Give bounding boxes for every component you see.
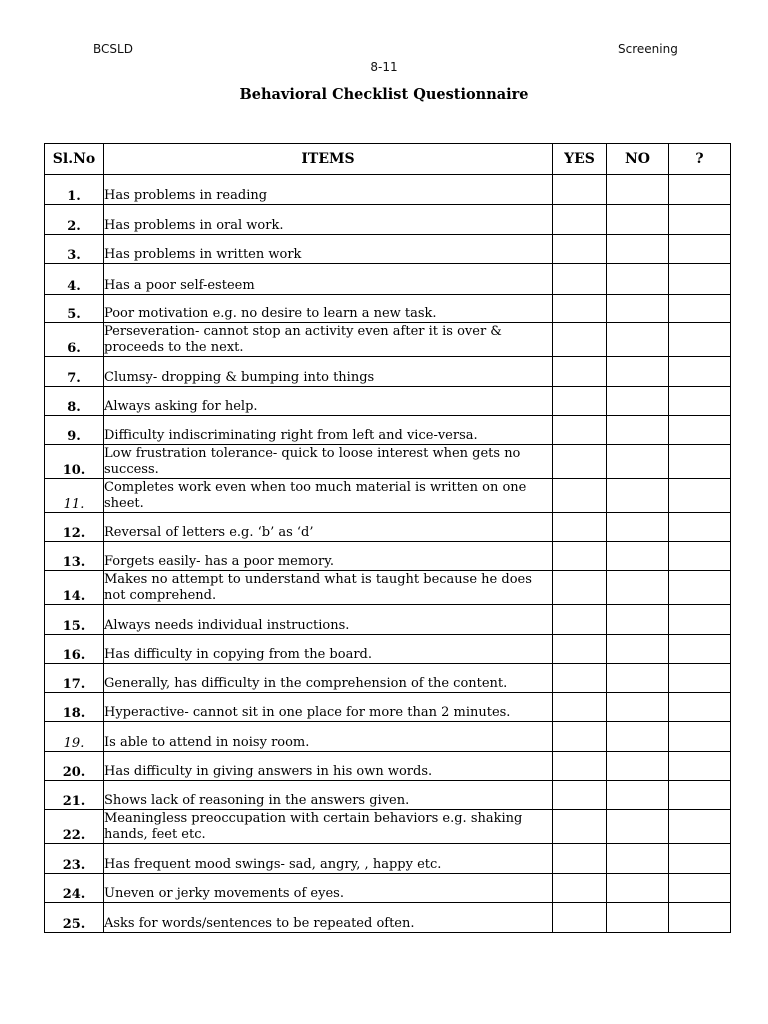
- item-text: Has problems in oral work.: [104, 205, 553, 235]
- no-checkbox-cell[interactable]: [607, 479, 669, 513]
- yes-checkbox-cell[interactable]: [553, 323, 607, 357]
- table-row: [45, 175, 731, 205]
- no-checkbox-cell[interactable]: [607, 323, 669, 357]
- row-number: 18.: [45, 693, 104, 722]
- no-checkbox-cell[interactable]: [607, 781, 669, 810]
- yes-checkbox-cell[interactable]: [553, 635, 607, 664]
- yes-checkbox-cell[interactable]: [553, 664, 607, 693]
- item-text: Is able to attend in noisy room.: [104, 722, 553, 752]
- item-text: Generally, has difficulty in the comprehension of the content.: [104, 664, 553, 693]
- item-text: Has difficulty in copying from the board.: [104, 635, 553, 664]
- table-row: [45, 205, 731, 235]
- row-number: 22.: [45, 810, 104, 844]
- unsure-checkbox-cell[interactable]: [669, 416, 731, 445]
- row-number: 2.: [45, 205, 104, 235]
- row-number: 9.: [45, 416, 104, 445]
- table-row: [45, 874, 731, 903]
- item-text: Uneven or jerky movements of eyes.: [104, 874, 553, 903]
- unsure-checkbox-cell[interactable]: [669, 205, 731, 235]
- item-text: Forgets easily- has a poor memory.: [104, 542, 553, 571]
- unsure-checkbox-cell[interactable]: [669, 445, 731, 479]
- unsure-checkbox-cell[interactable]: [669, 571, 731, 605]
- no-checkbox-cell[interactable]: [607, 605, 669, 635]
- row-number: 11.: [45, 479, 104, 513]
- row-number: 1.: [45, 175, 104, 205]
- table-row: [45, 323, 731, 357]
- yes-checkbox-cell[interactable]: [553, 416, 607, 445]
- row-number: 20.: [45, 752, 104, 781]
- unsure-checkbox-cell[interactable]: [669, 722, 731, 752]
- no-checkbox-cell[interactable]: [607, 903, 669, 933]
- unsure-checkbox-cell[interactable]: [669, 664, 731, 693]
- no-checkbox-cell[interactable]: [607, 752, 669, 781]
- no-checkbox-cell[interactable]: [607, 387, 669, 416]
- checklist-body: [45, 175, 731, 933]
- item-text: Perseveration- cannot stop an activity even after it is over & proceeds to the next.: [104, 323, 553, 357]
- yes-checkbox-cell[interactable]: [553, 295, 607, 323]
- table-row: [45, 635, 731, 664]
- unsure-checkbox-cell[interactable]: [669, 357, 731, 387]
- row-number: 14.: [45, 571, 104, 605]
- table-row: [45, 752, 731, 781]
- yes-checkbox-cell[interactable]: [553, 479, 607, 513]
- table-row: [45, 722, 731, 752]
- unsure-checkbox-cell[interactable]: [669, 903, 731, 933]
- item-text: Low frustration tolerance- quick to loose interest when gets no success.: [104, 445, 553, 479]
- row-number: 25.: [45, 903, 104, 933]
- row-number: 16.: [45, 635, 104, 664]
- yes-checkbox-cell[interactable]: [553, 605, 607, 635]
- unsure-checkbox-cell[interactable]: [669, 693, 731, 722]
- unsure-checkbox-cell[interactable]: [669, 323, 731, 357]
- row-number: 17.: [45, 664, 104, 693]
- table-row: [45, 664, 731, 693]
- no-checkbox-cell[interactable]: [607, 810, 669, 844]
- row-number: 5.: [45, 295, 104, 323]
- table-row: [45, 693, 731, 722]
- unsure-checkbox-cell[interactable]: [669, 874, 731, 903]
- no-checkbox-cell[interactable]: [607, 205, 669, 235]
- table-row: [45, 571, 731, 605]
- no-checkbox-cell[interactable]: [607, 635, 669, 664]
- unsure-checkbox-cell[interactable]: [669, 844, 731, 874]
- no-checkbox-cell[interactable]: [607, 175, 669, 205]
- item-text: Poor motivation e.g. no desire to learn a new task.: [104, 295, 553, 323]
- no-checkbox-cell[interactable]: [607, 571, 669, 605]
- no-checkbox-cell[interactable]: [607, 416, 669, 445]
- column-header-unsure: ?: [669, 144, 731, 175]
- table-row: [45, 295, 731, 323]
- age-range-label: 8-11: [370, 60, 398, 74]
- no-checkbox-cell[interactable]: [607, 445, 669, 479]
- yes-checkbox-cell[interactable]: [553, 264, 607, 295]
- item-text: Has problems in reading: [104, 175, 553, 205]
- yes-checkbox-cell[interactable]: [553, 175, 607, 205]
- item-text: Always needs individual instructions.: [104, 605, 553, 635]
- document-title: Behavioral Checklist Questionnaire: [239, 86, 529, 103]
- yes-checkbox-cell[interactable]: [553, 542, 607, 571]
- yes-checkbox-cell[interactable]: [553, 513, 607, 542]
- header-left-label: BCSLD: [93, 42, 133, 56]
- no-checkbox-cell[interactable]: [607, 295, 669, 323]
- header-right-label: Screening: [618, 42, 678, 56]
- no-checkbox-cell[interactable]: [607, 693, 669, 722]
- item-text: Makes no attempt to understand what is taught because he does not comprehend.: [104, 571, 553, 605]
- item-text: Has problems in written work: [104, 235, 553, 264]
- table-row: [45, 810, 731, 844]
- no-checkbox-cell[interactable]: [607, 235, 669, 264]
- yes-checkbox-cell[interactable]: [553, 693, 607, 722]
- row-number: 21.: [45, 781, 104, 810]
- no-checkbox-cell[interactable]: [607, 542, 669, 571]
- unsure-checkbox-cell[interactable]: [669, 752, 731, 781]
- item-text: Has frequent mood swings- sad, angry, , happy etc.: [104, 844, 553, 874]
- row-number: 3.: [45, 235, 104, 264]
- yes-checkbox-cell[interactable]: [553, 722, 607, 752]
- unsure-checkbox-cell[interactable]: [669, 781, 731, 810]
- row-number: 19.: [45, 722, 104, 752]
- table-row: [45, 605, 731, 635]
- column-header-items: ITEMS: [104, 144, 553, 175]
- no-checkbox-cell[interactable]: [607, 844, 669, 874]
- item-text: Has a poor self-esteem: [104, 264, 553, 295]
- table-row: [45, 542, 731, 571]
- table-row: [45, 387, 731, 416]
- table-row: [45, 513, 731, 542]
- no-checkbox-cell[interactable]: [607, 664, 669, 693]
- yes-checkbox-cell[interactable]: [553, 752, 607, 781]
- checklist-table: [44, 143, 731, 933]
- table-header-row: [45, 144, 731, 175]
- item-text: Completes work even when too much material is written on one sheet.: [104, 479, 553, 513]
- item-text: Meaningless preoccupation with certain behaviors e.g. shaking hands, feet etc.: [104, 810, 553, 844]
- no-checkbox-cell[interactable]: [607, 874, 669, 903]
- yes-checkbox-cell[interactable]: [553, 235, 607, 264]
- row-number: 15.: [45, 605, 104, 635]
- unsure-checkbox-cell[interactable]: [669, 387, 731, 416]
- yes-checkbox-cell[interactable]: [553, 810, 607, 844]
- no-checkbox-cell[interactable]: [607, 513, 669, 542]
- table-row: [45, 844, 731, 874]
- table-row: [45, 416, 731, 445]
- row-number: 13.: [45, 542, 104, 571]
- yes-checkbox-cell[interactable]: [553, 874, 607, 903]
- column-header-yes: YES: [553, 144, 607, 175]
- unsure-checkbox-cell[interactable]: [669, 542, 731, 571]
- row-number: 6.: [45, 323, 104, 357]
- no-checkbox-cell[interactable]: [607, 722, 669, 752]
- table-row: [45, 445, 731, 479]
- table-row: [45, 903, 731, 933]
- item-text: Shows lack of reasoning in the answers given.: [104, 781, 553, 810]
- yes-checkbox-cell[interactable]: [553, 781, 607, 810]
- table-row: [45, 781, 731, 810]
- table-row: [45, 357, 731, 387]
- column-header-sl-no: Sl.No: [45, 144, 104, 175]
- no-checkbox-cell[interactable]: [607, 357, 669, 387]
- item-text: Asks for words/sentences to be repeated often.: [104, 903, 553, 933]
- unsure-checkbox-cell[interactable]: [669, 635, 731, 664]
- table-row: [45, 235, 731, 264]
- row-number: 7.: [45, 357, 104, 387]
- yes-checkbox-cell[interactable]: [553, 571, 607, 605]
- yes-checkbox-cell[interactable]: [553, 205, 607, 235]
- item-text: Has difficulty in giving answers in his own words.: [104, 752, 553, 781]
- item-text: Reversal of letters e.g. ‘b’ as ‘d’: [104, 513, 553, 542]
- row-number: 10.: [45, 445, 104, 479]
- unsure-checkbox-cell[interactable]: [669, 810, 731, 844]
- item-text: Clumsy- dropping & bumping into things: [104, 357, 553, 387]
- yes-checkbox-cell[interactable]: [553, 445, 607, 479]
- yes-checkbox-cell[interactable]: [553, 387, 607, 416]
- column-header-no: NO: [607, 144, 669, 175]
- row-number: 23.: [45, 844, 104, 874]
- row-number: 8.: [45, 387, 104, 416]
- unsure-checkbox-cell[interactable]: [669, 605, 731, 635]
- unsure-checkbox-cell[interactable]: [669, 295, 731, 323]
- item-text: Hyperactive- cannot sit in one place for more than 2 minutes.: [104, 693, 553, 722]
- unsure-checkbox-cell[interactable]: [669, 264, 731, 295]
- table-row: [45, 264, 731, 295]
- row-number: 12.: [45, 513, 104, 542]
- unsure-checkbox-cell[interactable]: [669, 235, 731, 264]
- no-checkbox-cell[interactable]: [607, 264, 669, 295]
- yes-checkbox-cell[interactable]: [553, 844, 607, 874]
- yes-checkbox-cell[interactable]: [553, 357, 607, 387]
- table-row: [45, 479, 731, 513]
- unsure-checkbox-cell[interactable]: [669, 175, 731, 205]
- unsure-checkbox-cell[interactable]: [669, 513, 731, 542]
- item-text: Always asking for help.: [104, 387, 553, 416]
- item-text: Difficulty indiscriminating right from left and vice-versa.: [104, 416, 553, 445]
- row-number: 24.: [45, 874, 104, 903]
- row-number: 4.: [45, 264, 104, 295]
- unsure-checkbox-cell[interactable]: [669, 479, 731, 513]
- yes-checkbox-cell[interactable]: [553, 903, 607, 933]
